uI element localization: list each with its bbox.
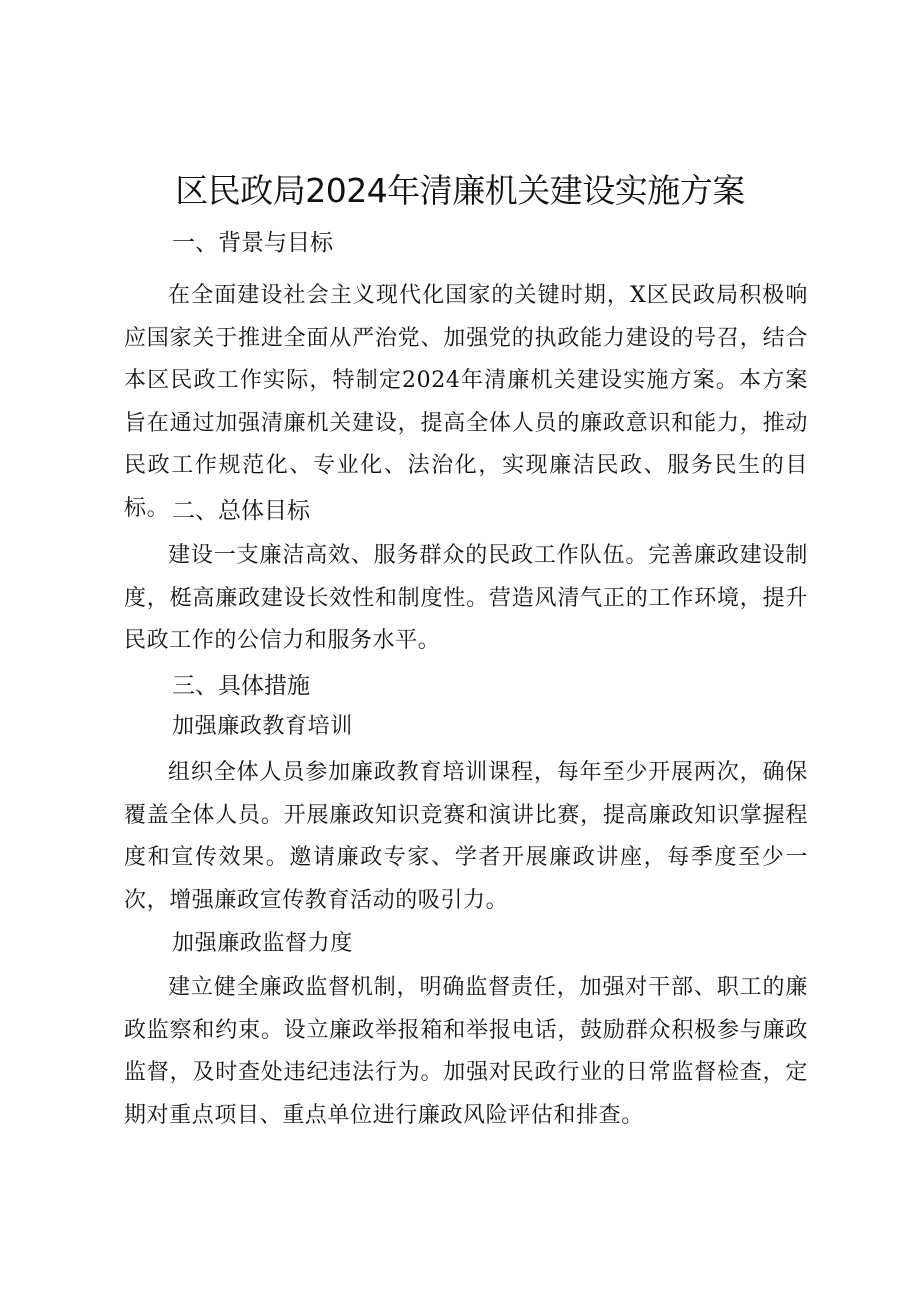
section-heading-measures: 三、具体措施: [172, 673, 310, 699]
paragraph-supervision: 建立健全廉政监督机制，明确监督责任，加强对干部、职工的廉政监察和约束。设立廉政举报箱和举报电话，鼓励群众积极参与廉政监督，及时查处违纪违法行为。加强对民政行业的日常监督检查，定期对重点项目、重点单位进行廉政风险评估和排查。: [124, 975, 808, 1128]
section-heading-background: 一、背景与目标: [172, 230, 333, 256]
subheading-supervision: 加强廉政监督力度: [172, 931, 353, 956]
document-title: 区民政局2024年清廉机关建设实施方案: [175, 171, 745, 210]
section-paragraph-background: 在全面建设社会主义现代化国家的关键时期，X区民政局积极响应国家关于推进全面从严治党、加强党的执政能力建设的号召，结合本区民政工作实际，特制定2024年清廉机关建设实施方案。本方案旨在通过加强清廉机关建设，提高全体人员的廉政意识和能力，推动民政工作规范化、专业化、法治化，实现廉洁民政、服务民生的目标。: [124, 283, 808, 521]
paragraph-education-training: 组织全体人员参加廉政教育培训课程，每年至少开展两次，确保覆盖全体人员。开展廉政知识竞赛和演讲比赛，提高廉政知识掌握程度和宣传效果。邀请廉政专家、学者开展廉政讲座，每季度至少一次，增强廉政宣传教育活动的吸引力。: [124, 760, 808, 913]
section-heading-overall-goal: 二、总体目标: [172, 498, 310, 524]
section-paragraph-overall-goal: 建设一支廉洁高效、服务群众的民政工作队伍。完善廉政建设制度，梃高廉政建设长效性和制度性。营造风清气正的工作环境，提升民政工作的公信力和服务水平。: [124, 543, 808, 653]
subheading-education-training: 加强廉政教育培训: [172, 714, 353, 739]
